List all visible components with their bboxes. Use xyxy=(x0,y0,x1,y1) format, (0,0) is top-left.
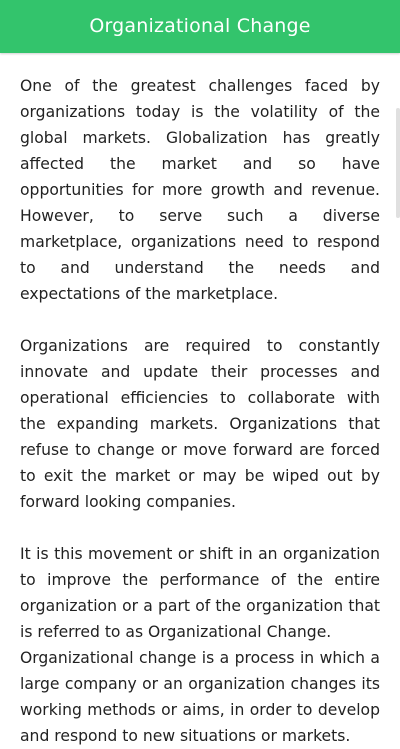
title-bar xyxy=(0,0,400,53)
page-title: Organizational Change xyxy=(89,15,311,37)
content-scroll-area[interactable] xyxy=(0,53,400,745)
vertical-scrollbar[interactable] xyxy=(396,108,400,218)
article-paragraph: One of the greatest challenges faced by organizations today is the volatility of the global markets. Globalization has greatly affected the market and so have opportunities for more growth and revenue. However, to serve such a diverse marketplace, organizations need to respond to and understand the needs and expectations of the marketplace. xyxy=(20,77,380,303)
paragraph-spacer xyxy=(20,307,380,333)
article-paragraph: It is this movement or shift in an organization to improve the performance of the entire organization or a part of the organization that is referred to as Organizational Change. xyxy=(20,545,380,641)
article-paragraph: Organizations are required to constantly innovate and update their processes and operational efficiencies to collaborate with the expanding markets. Organizations that refuse to change or move forward are forced to exit the market or may be wiped out by forward looking companies. xyxy=(20,337,380,511)
paragraph-spacer xyxy=(20,515,380,541)
article-paragraph: Organizational change is a process in which a large company or an organization changes its working methods or aims, in order to develop and respond to new situations or markets. xyxy=(20,649,380,745)
article-body xyxy=(20,73,380,749)
